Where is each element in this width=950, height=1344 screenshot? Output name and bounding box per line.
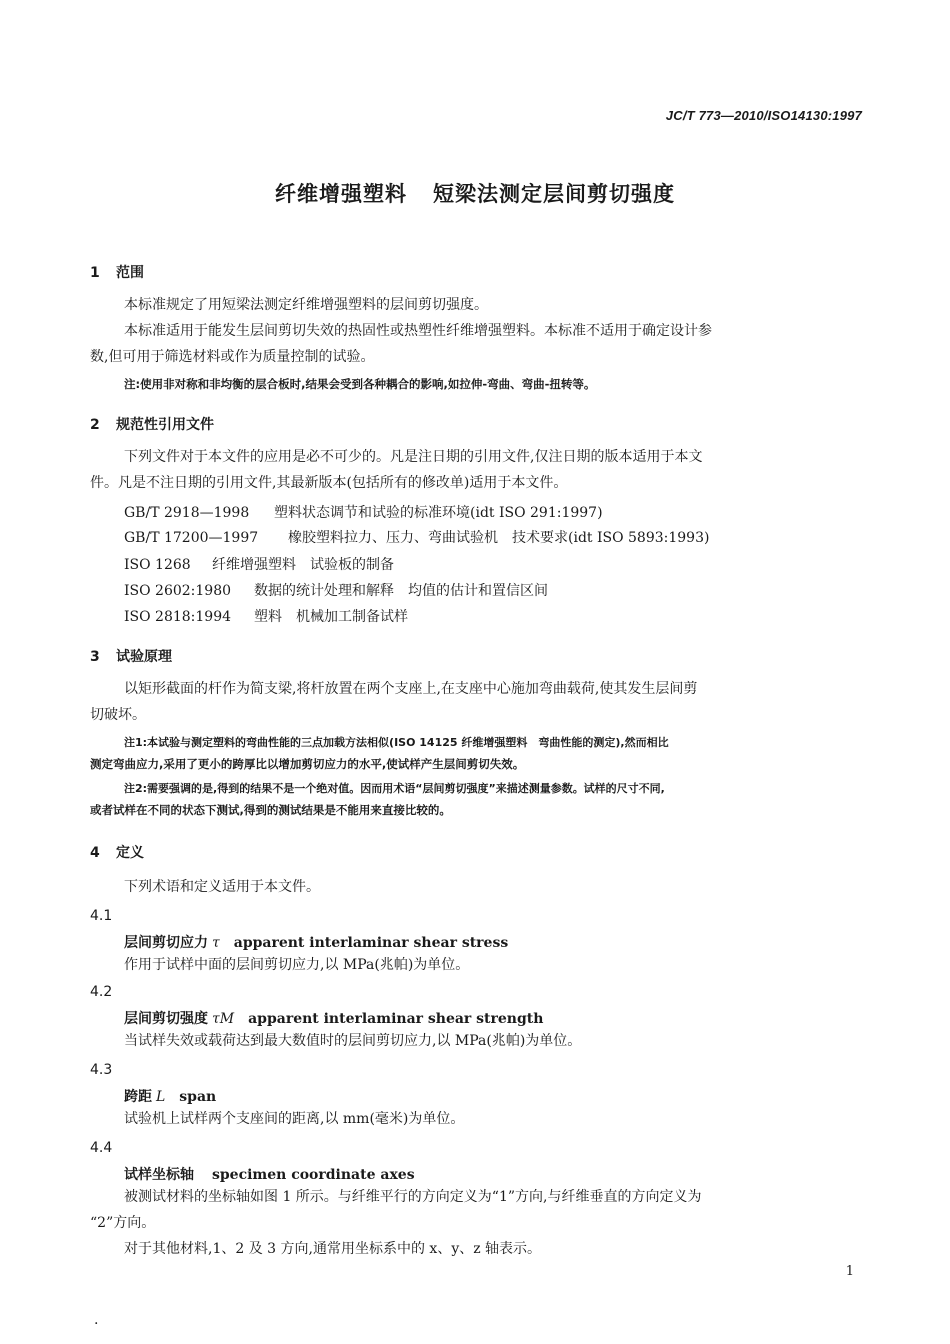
reference-item	[124, 606, 408, 626]
definition: “2”方向。	[90, 1215, 156, 1231]
paragraph: 以矩形截面的杆作为简支梁,将杆放置在两个支座上,在支座中心施加弯曲载荷,使其发生层间剪	[124, 681, 698, 697]
reference-title: 数据的统计处理和解释 均值的估计和置信区间	[254, 583, 548, 599]
section-4-heading	[90, 842, 144, 862]
reference-item	[124, 580, 548, 600]
definition: 试验机上试样两个支座间的距离,以 mm(毫米)为单位。	[124, 1111, 465, 1127]
term-chinese: 层间剪切应力	[124, 935, 208, 951]
term-entry	[124, 1008, 543, 1028]
subsection-number: 4.3	[90, 1062, 113, 1078]
section-number: 1	[90, 265, 100, 281]
reference-title: 塑料 机械加工制备试样	[254, 609, 408, 625]
reference-code: GB/T 2918—1998	[124, 505, 250, 521]
term-symbol: τ	[212, 935, 220, 951]
section-title: 定义	[116, 845, 144, 861]
definition: 被测试材料的坐标轴如图 1 所示。与纤维平行的方向定义为“1”方向,与纤维垂直的方向定义为	[124, 1189, 702, 1205]
paragraph: 数,但可用于筛选材料或作为质量控制的试验。	[90, 349, 375, 365]
reference-title: 纤维增强塑料 试验板的制备	[212, 557, 394, 573]
title-part1: 纤维增强塑料	[275, 182, 407, 206]
section-2-heading	[90, 414, 214, 434]
note: 注1:本试验与测定塑料的弯曲性能的三点加载方法相似(ISO 14125 纤维增强塑料 弯曲性能的测定),然而相比	[124, 736, 669, 749]
term-english: specimen coordinate axes	[212, 1167, 415, 1183]
paragraph: 件。凡是不注日期的引用文件,其最新版本(包括所有的修改单)适用于本文件。	[90, 475, 568, 491]
note: 测定弯曲应力,采用了更小的跨厚比以增加剪切应力的水平,使试样产生层间剪切失效。	[90, 757, 525, 771]
note: 注:使用非对称和非均衡的层合板时,结果会受到各种耦合的影响,如拉伸-弯曲、弯曲-扭转等。	[124, 377, 596, 391]
standard-code: JC/T 773—2010/ISO14130:1997	[665, 108, 862, 123]
term-chinese: 跨距	[124, 1089, 152, 1105]
paragraph: 本标准规定了用短梁法测定纤维增强塑料的层间剪切强度。	[124, 297, 488, 313]
subsection-number: 4.4	[90, 1140, 113, 1156]
term-chinese: 试样坐标轴	[124, 1167, 194, 1183]
paragraph: 切破坏。	[90, 707, 146, 723]
paragraph: 本标准适用于能发生层间剪切失效的热固性或热塑性纤维增强塑料。本标准不适用于确定设计参	[124, 323, 712, 339]
section-title: 范围	[116, 265, 144, 281]
document-title	[0, 178, 950, 208]
term-english: span	[179, 1089, 217, 1105]
section-number: 2	[90, 417, 100, 433]
term-english: apparent interlaminar shear strength	[248, 1011, 544, 1027]
reference-code: ISO 2818:1994	[124, 609, 232, 625]
definition: 作用于试样中面的层间剪切应力,以 MPa(兆帕)为单位。	[124, 957, 470, 973]
note: 注2:需要强调的是,得到的结果不是一个绝对值。因而用术语“层间剪切强度”来描述测量参数。试样的尺寸不同,	[124, 782, 665, 795]
term-english: apparent interlaminar shear stress	[233, 935, 509, 951]
note: 或者试样在不同的状态下测试,得到的测试结果是不能用来直接比较的。	[90, 803, 451, 817]
reference-item	[124, 554, 394, 574]
paragraph: 对于其他材料,1、2 及 3 方向,通常用坐标系中的 x、y、z 轴表示。	[124, 1241, 542, 1257]
term-entry	[124, 932, 508, 952]
reference-title: 橡胶塑料拉力、压力、弯曲试验机 技术要求(idt ISO 5893:1993)	[288, 530, 710, 546]
section-3-heading	[90, 646, 172, 666]
reference-code: GB/T 17200—1997	[124, 530, 259, 546]
definition: 当试样失效或载荷达到最大数值时的层间剪切应力,以 MPa(兆帕)为单位。	[124, 1033, 582, 1049]
page-number: 1	[845, 1264, 854, 1279]
reference-title: 塑料状态调节和试验的标准环境(idt ISO 291:1997)	[274, 505, 603, 521]
paragraph: 下列文件对于本文件的应用是必不可少的。凡是注日期的引用文件,仅注日期的版本适用于本文	[124, 449, 703, 465]
section-1-heading	[90, 262, 144, 282]
paragraph: 下列术语和定义适用于本文件。	[124, 879, 320, 895]
reference-code: ISO 1268	[124, 557, 191, 573]
section-title: 规范性引用文件	[116, 417, 214, 433]
footer-mark: .	[94, 1312, 99, 1328]
term-entry	[124, 1164, 415, 1184]
term-symbol: L	[156, 1089, 166, 1105]
subsection-number: 4.1	[90, 908, 113, 924]
subsection-number: 4.2	[90, 984, 113, 1000]
reference-item	[124, 502, 603, 522]
term-entry	[124, 1086, 216, 1106]
reference-code: ISO 2602:1980	[124, 583, 232, 599]
section-number: 3	[90, 649, 100, 665]
term-chinese: 层间剪切强度	[124, 1011, 208, 1027]
term-symbol: τM	[212, 1011, 235, 1027]
section-number: 4	[90, 845, 100, 861]
reference-item	[124, 527, 709, 547]
section-title: 试验原理	[116, 649, 172, 665]
title-part2: 短梁法测定层间剪切强度	[433, 182, 675, 206]
